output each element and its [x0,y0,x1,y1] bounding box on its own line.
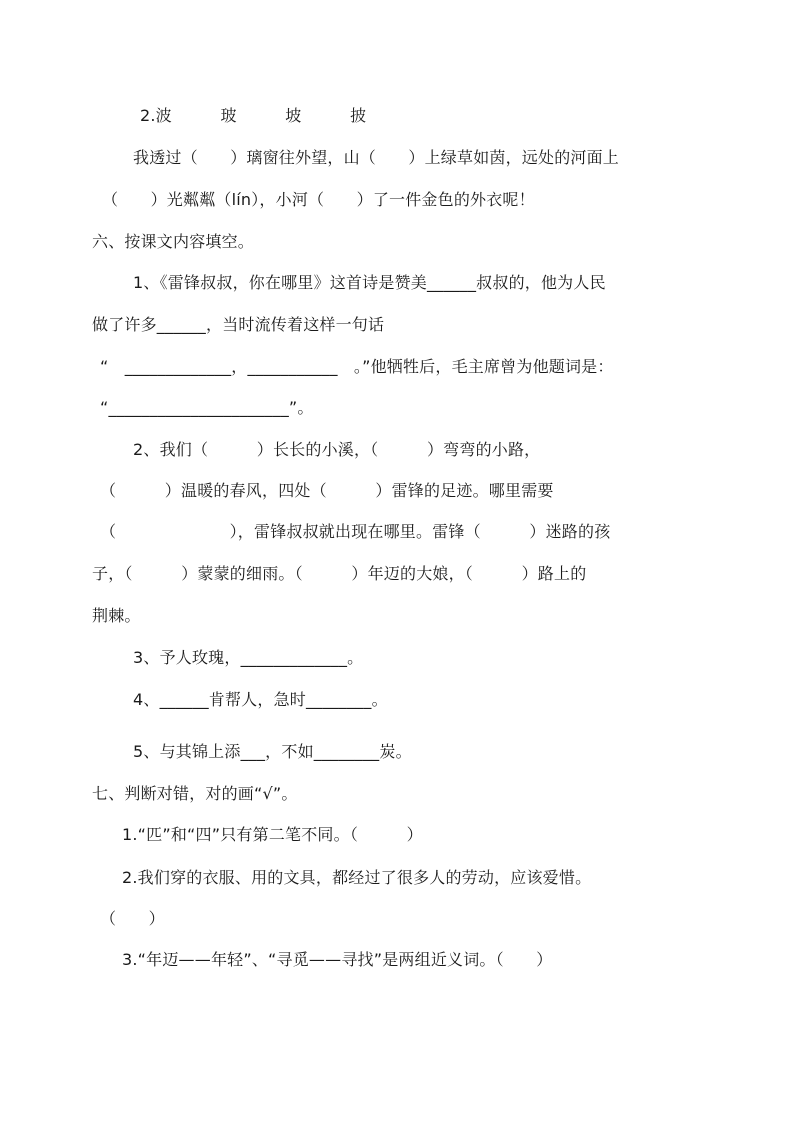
question-text: 4、______肯帮人，急时________。 [133,690,388,709]
fill-blank-sentence: 我透过（ ）璃窗往外望，山（ ）上绿草如茵，远处的河面上 [133,148,620,167]
answer-parenthesis: （ ） [100,909,165,928]
question-text: 1、《雷锋叔叔，你在哪里》这首诗是赞美______叔叔的，他为人民 [133,273,606,292]
section-heading-6: 六、按课文内容填空。 [92,232,255,251]
section-heading-7: 七、判断对错，对的画“√”。 [92,784,298,803]
word-group-line: 2.波 玻 坡 披 [140,106,367,125]
answer-blank-line: “______________________”。 [100,398,314,417]
question-text: 做了许多______，当时流传着这样一句话 [92,315,385,334]
question-text: （ ），雷锋叔叔就出现在哪里。雷锋（ ）迷路的孩 [100,522,611,541]
question-text: 2、我们（ ）长长的小溪，（ ）弯弯的小路， [133,440,541,459]
question-text: 5、与其锦上添___，不如________炭。 [133,742,412,761]
fill-blank-sentence: （ ）光粼粼（lín），小河（ ）了一件金色的外衣呢！ [102,190,535,209]
question-text: “ _____________，___________ 。”他牺牲后，毛主席曾为他题词是： [100,357,614,376]
judgement-question: 3.“年迈——年轻”、“寻觅——寻找”是两组近义词。（ ） [122,950,553,969]
question-text: 3、予人玫瑰，_____________。 [133,648,364,667]
question-text: 荆棘。 [92,606,141,625]
question-text: 子，（ ）蒙蒙的细雨。（ ）年迈的大娘，（ ）路上的 [92,564,587,583]
judgement-question: 1.“匹”和“四”只有第二笔不同。（ ） [122,825,423,844]
question-text: （ ）温暖的春风，四处（ ）雷锋的足迹。哪里需要 [100,481,554,500]
judgement-question: 2.我们穿的衣服、用的文具，都经过了很多人的劳动，应该爱惜。 [122,868,592,887]
